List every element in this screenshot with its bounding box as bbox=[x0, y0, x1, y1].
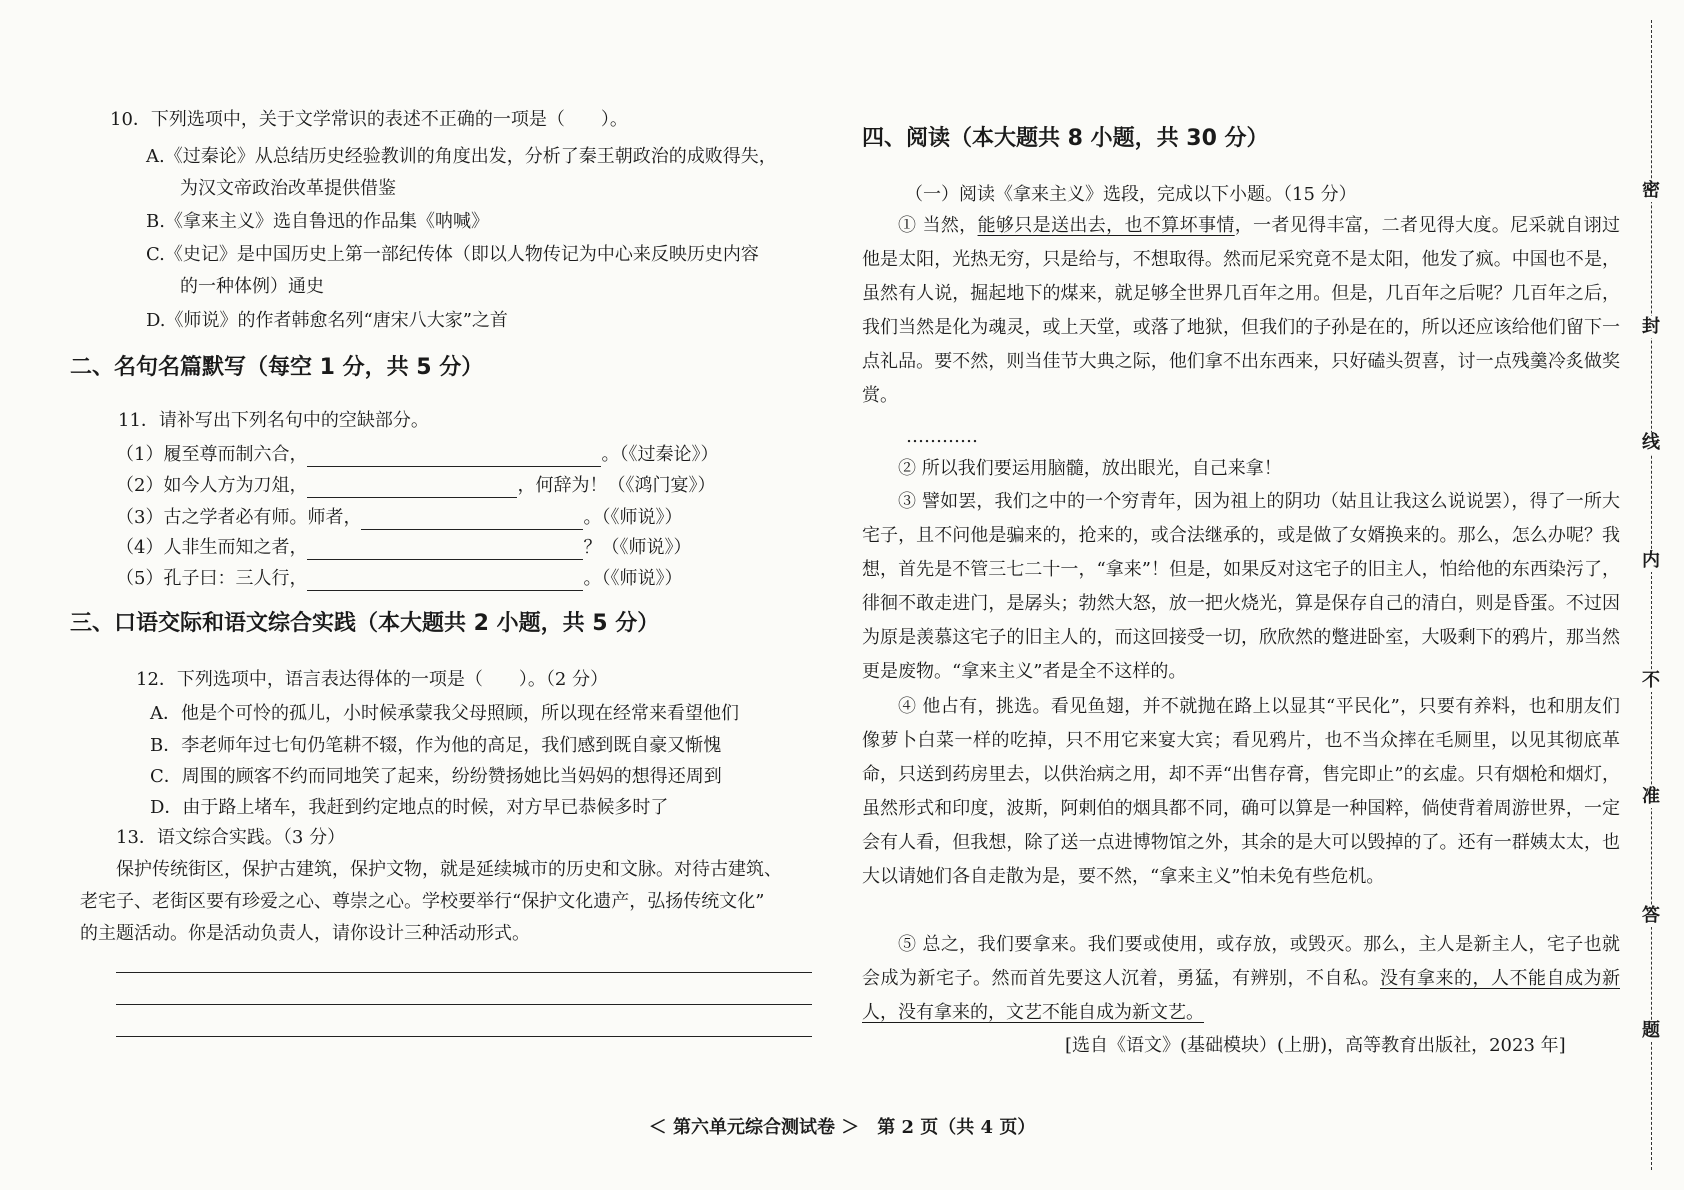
gutter-char: 线 bbox=[1636, 432, 1666, 454]
gutter-char: 密 bbox=[1636, 180, 1666, 202]
q11-item-1: （1）履至尊而制六合， 。（《过秦论》） bbox=[116, 444, 719, 465]
section4-title: 四、阅读（本大题共 8 小题，共 30 分） bbox=[862, 126, 1269, 151]
q10-option-d: D.《师说》的作者韩愈名列“唐宋八大家”之首 bbox=[146, 310, 508, 331]
page-footer: ＜ 第六单元综合测试卷 ＞ 第 2 页（共 4 页） bbox=[648, 1117, 1036, 1138]
reading-subtitle: （一）阅读《拿来主义》选段，完成以下小题。（15 分） bbox=[905, 184, 1357, 205]
section3-title: 三、口语交际和语文综合实践（本大题共 2 小题，共 5 分） bbox=[70, 611, 660, 636]
q11-item-5: （5）孔子曰：三人行， 。（《师说》） bbox=[116, 568, 683, 589]
q12-stem: 12．下列选项中，语言表达得体的一项是（ ）。（2 分） bbox=[136, 669, 609, 690]
q11-item-3: （3）古之学者必有师。师者， 。（《师说》） bbox=[116, 507, 683, 528]
underlined-phrase: 能够只是送出去，也不算坏事情 bbox=[977, 215, 1235, 236]
source-citation: [选自《语文》(基础模块）(上册)，高等教育出版社，2023 年] bbox=[1065, 1035, 1566, 1056]
fill-blank[interactable] bbox=[361, 511, 583, 530]
q13-paragraph-line2: 老宅子、老街区要有珍爱之心、尊崇之心。学校要举行“保护文化遗产，弘扬传统文化” bbox=[80, 891, 765, 912]
fill-blank[interactable] bbox=[307, 541, 583, 560]
q11-item-4: （4）人非生而知之者， ？（《师说》） bbox=[116, 537, 692, 558]
ellipsis: ………… bbox=[906, 426, 978, 447]
q12-option-c: C．周围的顾客不约而同地笑了起来，纷纷赞扬她比当妈妈的想得还周到 bbox=[150, 766, 722, 787]
q10-option-a-line2: 为汉文帝政治改革提供借鉴 bbox=[180, 178, 396, 199]
fill-blank[interactable] bbox=[307, 572, 583, 591]
underlined-sentence: 没有拿来的，人不能自成为新人，没有拿来的，文艺不能自成为新文艺。 bbox=[862, 968, 1620, 1023]
q10-stem: 10．下列选项中，关于文学常识的表述不正确的一项是（ ）。 bbox=[110, 109, 628, 130]
paragraph-3: ③ 譬如罢，我们之中的一个穷青年，因为祖上的阴功（姑且让我这么说说罢），得了一所大宅子，且不问他是骗来的，抢来的，或合法继承的，或是做了女婿换来的。那么，怎么办呢？我想，首先是不管三七二十一，“拿来”！但是，如果反对这宅子的旧主人，怕给他的东西染污了，徘徊不敢走进门，是孱头；勃然大怒，放一把火烧光，算是保存自己的清白，则是昏蛋。不过因为原是羡慕这宅子的旧主人的，而这回接受一切，欣欣然的蹩进卧室，大吸剩下的鸦片，那当然更是废物。“拿来主义”者是全不这样的。 bbox=[862, 491, 1620, 682]
q12-option-b: B．李老师年过七旬仍笔耕不辍，作为他的高足，我们感到既自豪又惭愧 bbox=[150, 735, 722, 756]
answer-line[interactable] bbox=[116, 972, 812, 973]
gutter-char: 不 bbox=[1636, 670, 1666, 692]
gutter-char: 内 bbox=[1636, 550, 1666, 572]
gutter-char: 答 bbox=[1636, 905, 1666, 927]
paragraph-1: ① 当然，能够只是送出去，也不算坏事情，一者见得丰富，二者见得大度。尼采就自诩过他是太阳，光热无穷，只是给与，不想取得。然而尼采究竟不是太阳，他发了疯。中国也不是，虽然有人说，掘起地下的煤来，就足够全世界几百年之用。但是，几百年之后呢？几百年之后，我们当然是化为魂灵，或上天堂，或落了地狱，但我们的子孙是在的，所以还应该给他们留下一点礼品。要不然，则当佳节大典之际，他们拿不出东西来，只好磕头贺喜，讨一点残羹冷炙做奖赏。 bbox=[862, 215, 1621, 406]
fill-blank[interactable] bbox=[307, 448, 601, 467]
q12-option-d: D．由于路上堵车，我赶到约定地点的时候，对方早已恭候多时了 bbox=[150, 797, 669, 818]
q13-paragraph-line3: 的主题活动。你是活动负责人，请你设计三种活动形式。 bbox=[80, 923, 530, 944]
gutter-char: 封 bbox=[1636, 316, 1666, 338]
fill-blank[interactable] bbox=[307, 479, 517, 498]
q11-item-2: （2）如今人方为刀俎， ，何辞为！（《鸿门宴》） bbox=[116, 475, 716, 496]
gutter-char: 题 bbox=[1636, 1020, 1666, 1042]
q12-option-a: A．他是个可怜的孤儿，小时候承蒙我父母照顾，所以现在经常来看望他们 bbox=[150, 703, 739, 724]
q13-paragraph-line1: 保护传统街区，保护古建筑，保护文物，就是延续城市的历史和文脉。对待古建筑、 bbox=[116, 859, 782, 880]
q10-option-b: B.《拿来主义》选自鲁迅的作品集《呐喊》 bbox=[146, 211, 489, 232]
paragraph-4: ④ 他占有，挑选。看见鱼翅，并不就抛在路上以显其“平民化”，只要有养料，也和朋友们像萝卜白菜一样的吃掉，只不用它来宴大宾；看见鸦片，也不当众摔在毛厕里，以见其彻底革命，只送到药房里去，以供治病之用，却不弄“出售存膏，售完即止”的玄虚。只有烟枪和烟灯，虽然形式和印度，波斯，阿剌伯的烟具都不同，确可以算是一种国粹，倘使背着周游世界，一定会有人看，但我想，除了送一点进博物馆之外，其余的是大可以毁掉的了。还有一群姨太太，也大以请她们各自走散为是，要不然，“拿来主义”怕未免有些危机。 bbox=[862, 696, 1620, 887]
q10-option-c-line1: C.《史记》是中国历史上第一部纪传体（即以人物传记为中心来反映历史内容 bbox=[146, 244, 759, 265]
answer-line[interactable] bbox=[116, 1004, 812, 1005]
paragraph-2: ② 所以我们要运用脑髓，放出眼光，自己来拿！ bbox=[898, 458, 1282, 479]
gutter-char: 准 bbox=[1636, 786, 1666, 808]
paragraph-5: ⑤ 总之，我们要拿来。我们要或使用，或存放，或毁灭。那么，主人是新主人，宅子也就会成为新宅子。然而首先要这人沉着，勇猛，有辨别，不自私。没有拿来的，人不能自成为新人，没有拿来的，文艺不能自成为新文艺。 bbox=[862, 934, 1620, 1023]
q10-option-a-line1: A.《过秦论》从总结历史经验教训的角度出发，分析了秦王朝政治的成败得失， bbox=[146, 146, 777, 167]
section2-title: 二、名句名篇默写（每空 1 分，共 5 分） bbox=[70, 355, 484, 380]
q13-stem: 13．语文综合实践。（3 分） bbox=[116, 827, 346, 848]
answer-line[interactable] bbox=[116, 1036, 812, 1037]
q10-option-c-line2: 的一种体例）通史 bbox=[180, 276, 324, 297]
q11-stem: 11．请补写出下列名句中的空缺部分。 bbox=[118, 410, 429, 431]
